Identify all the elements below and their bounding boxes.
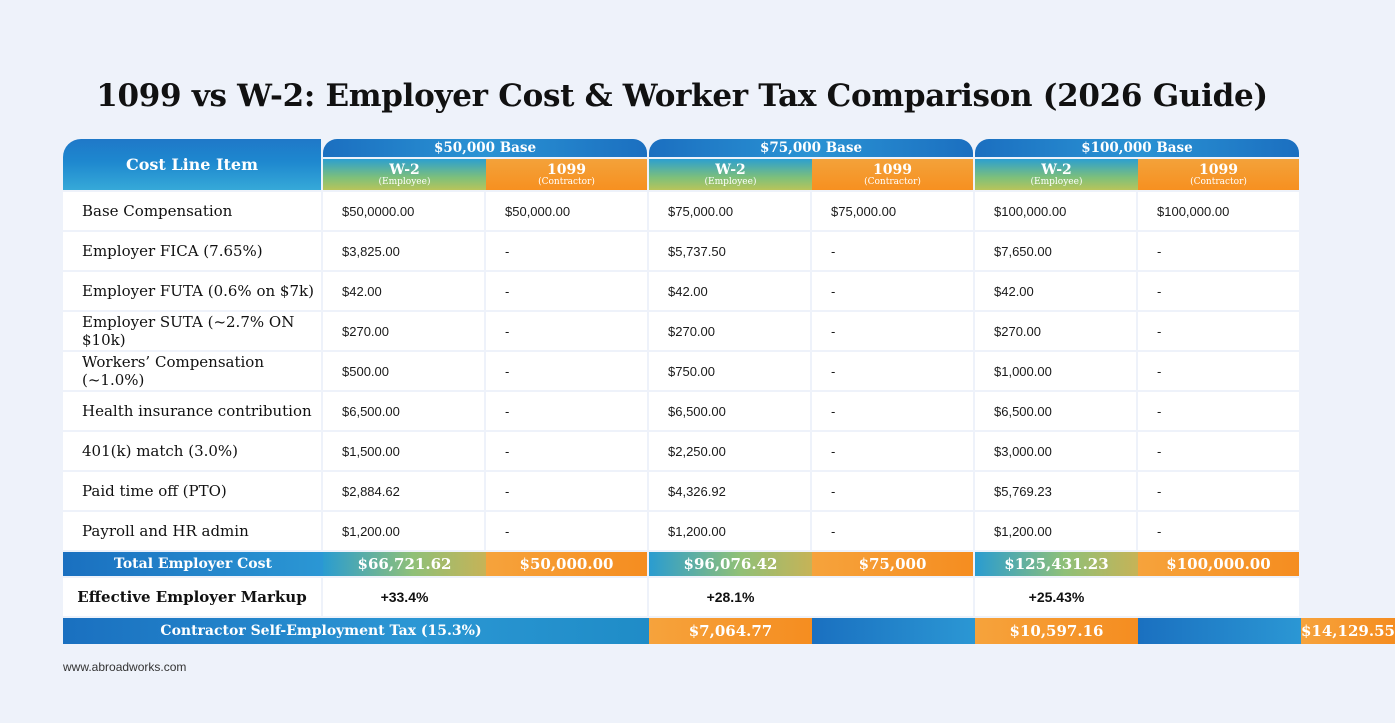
subheader-1099-sub: (Contractor) (538, 176, 595, 187)
row-value: $270.00 (975, 312, 1138, 350)
subheader-w2-label: W-2 (389, 161, 420, 178)
group-header: $75,000 Base (649, 139, 973, 157)
row-value: $7,650.00 (975, 232, 1138, 270)
row-value: $5,769.23 (975, 472, 1138, 510)
row-value: - (486, 352, 649, 390)
row-value: - (812, 232, 975, 270)
row-value: $50,0000.00 (323, 192, 486, 230)
row-value: - (1138, 312, 1301, 350)
total-value: $100,000.00 (1138, 552, 1301, 576)
markup-value: +25.43% (975, 578, 1138, 616)
row-value: $1,200.00 (649, 512, 812, 550)
row-value: $270.00 (323, 312, 486, 350)
page-title: 1099 vs W-2: Employer Cost & Worker Tax Comparison (2026 Guide) (96, 78, 1268, 114)
subheader-1099 (486, 159, 647, 190)
se-tax-blank (1138, 618, 1301, 644)
row-label: Base Compensation (63, 192, 323, 230)
comparison-table (63, 139, 1395, 644)
row-value: - (1138, 512, 1301, 550)
row-label: Employer FICA (7.65%) (63, 232, 323, 270)
row-label: Health insurance contribution (63, 392, 323, 430)
subheader-w2 (649, 159, 812, 190)
subheader-w2-sub: (Employee) (378, 176, 431, 187)
total-value: $75,000 (812, 552, 975, 576)
se-tax-value: $14,129.55 (1301, 618, 1395, 644)
row-value: - (486, 472, 649, 510)
row-label: Employer SUTA (~2.7% ON $10k) (63, 312, 323, 350)
row-label: Payroll and HR admin (63, 512, 323, 550)
row-value: $75,000.00 (649, 192, 812, 230)
subheader-1099-label: 1099 (1199, 161, 1238, 178)
markup-value: +28.1% (649, 578, 812, 616)
row-value: - (486, 232, 649, 270)
row-value: - (812, 432, 975, 470)
row-value: $1,200.00 (323, 512, 486, 550)
markup-value: +33.4% (323, 578, 486, 616)
row-value: $50,000.00 (486, 192, 649, 230)
group-header: $50,000 Base (323, 139, 647, 157)
subheader-w2 (975, 159, 1138, 190)
se-tax-value: $10,597.16 (975, 618, 1138, 644)
row-value: - (812, 392, 975, 430)
subheader-1099-sub: (Contractor) (1190, 176, 1247, 187)
row-value: - (486, 512, 649, 550)
effective-markup-label: Effective Employer Markup (63, 578, 323, 616)
row-value: - (1138, 232, 1301, 270)
row-value: - (812, 272, 975, 310)
subheader-w2-label: W-2 (1041, 161, 1072, 178)
row-value: $1,200.00 (975, 512, 1138, 550)
row-value: - (1138, 272, 1301, 310)
row-value: $4,326.92 (649, 472, 812, 510)
row-label: Paid time off (PTO) (63, 472, 323, 510)
row-value: $42.00 (649, 272, 812, 310)
subheader-1099 (812, 159, 973, 190)
row-value: - (486, 272, 649, 310)
row-value: - (486, 312, 649, 350)
markup-empty-cell (812, 578, 975, 616)
subheader-w2-sub: (Employee) (1030, 176, 1083, 187)
subheader-1099 (1138, 159, 1299, 190)
row-value: - (812, 352, 975, 390)
row-label: Employer FUTA (0.6% on $7k) (63, 272, 323, 310)
markup-empty-cell (486, 578, 649, 616)
se-tax-blank (812, 618, 975, 644)
row-value: $42.00 (323, 272, 486, 310)
total-value: $66,721.62 (323, 552, 486, 576)
row-value: $5,737.50 (649, 232, 812, 270)
row-value: $6,500.00 (975, 392, 1138, 430)
total-value: $125,431.23 (975, 552, 1138, 576)
row-value: - (812, 472, 975, 510)
row-value: $750.00 (649, 352, 812, 390)
total-value: $50,000.00 (486, 552, 649, 576)
row-value: $75,000.00 (812, 192, 975, 230)
row-value: $2,250.00 (649, 432, 812, 470)
subheader-1099-label: 1099 (873, 161, 912, 178)
row-value: $2,884.62 (323, 472, 486, 510)
subheader-w2-label: W-2 (715, 161, 746, 178)
row-value: - (486, 432, 649, 470)
row-value: $1,500.00 (323, 432, 486, 470)
markup-empty-cell (1138, 578, 1301, 616)
subheader-1099-sub: (Contractor) (864, 176, 921, 187)
row-value: - (1138, 392, 1301, 430)
row-value: - (486, 392, 649, 430)
row-value: $270.00 (649, 312, 812, 350)
row-value: $100,000.00 (1138, 192, 1301, 230)
self-employment-tax-label: Contractor Self-Employment Tax (15.3%) (63, 618, 649, 644)
row-value: $3,825.00 (323, 232, 486, 270)
se-tax-value: $7,064.77 (649, 618, 812, 644)
row-value: $6,500.00 (323, 392, 486, 430)
total-employer-cost-label: Total Employer Cost (63, 552, 323, 576)
row-label: 401(k) match (3.0%) (63, 432, 323, 470)
row-value: - (1138, 472, 1301, 510)
row-value: $1,000.00 (975, 352, 1138, 390)
subheader-1099-label: 1099 (547, 161, 586, 178)
row-value: - (1138, 432, 1301, 470)
header-cost-line-item: Cost Line Item (63, 139, 321, 190)
row-value: - (812, 312, 975, 350)
row-value: $100,000.00 (975, 192, 1138, 230)
row-value: $3,000.00 (975, 432, 1138, 470)
footer-website: www.abroadworks.com (63, 660, 187, 674)
row-value: $42.00 (975, 272, 1138, 310)
group-header: $100,000 Base (975, 139, 1299, 157)
subheader-w2-sub: (Employee) (704, 176, 757, 187)
row-label: Workers’ Compensation (~1.0%) (63, 352, 323, 390)
row-value: - (812, 512, 975, 550)
row-value: $500.00 (323, 352, 486, 390)
row-value: - (1138, 352, 1301, 390)
row-value: $6,500.00 (649, 392, 812, 430)
subheader-w2 (323, 159, 486, 190)
total-value: $96,076.42 (649, 552, 812, 576)
